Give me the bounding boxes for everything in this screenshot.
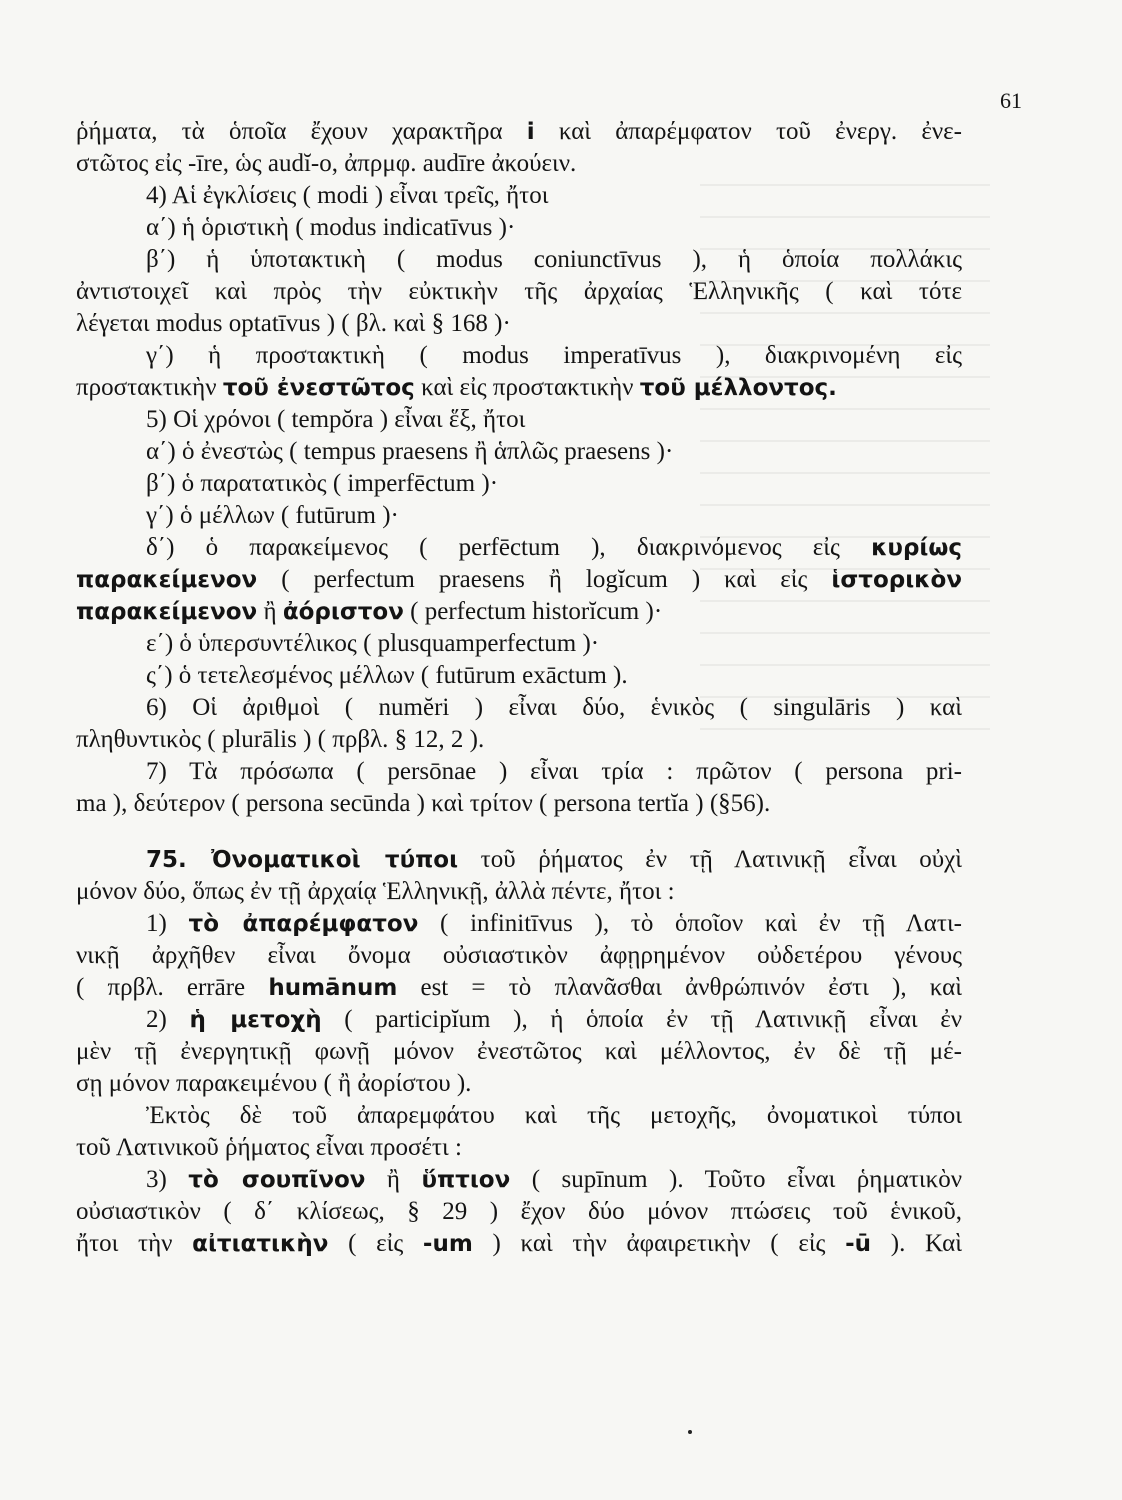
text-line xyxy=(76,500,962,532)
text-run: γ΄) ἡ προστακτικὴ ( modus imperatīvus ), διακρινομένη εἰς xyxy=(146,342,962,369)
text-run: α΄) ὁ ἐνεστὼς ( tempus praesens ἢ ἁπλῶς praesens )· xyxy=(146,438,674,465)
bold-term: ἱστορικὸν xyxy=(831,567,962,593)
text-run: ma ), δεύτερον ( persona secūnda ) καὶ τρίτον ( persona tertĭa ) (§56). xyxy=(76,790,771,817)
text-line xyxy=(76,908,962,940)
bold-term: -um xyxy=(422,1231,473,1257)
text-run: ( πρβλ. errāre xyxy=(76,974,269,1001)
text-run: 3) xyxy=(146,1166,189,1193)
bold-term: humānum xyxy=(268,975,398,1001)
text-line xyxy=(76,148,962,180)
text-line xyxy=(76,276,962,308)
text-line xyxy=(76,180,962,212)
text-line xyxy=(76,1100,962,1132)
bold-term: i xyxy=(526,119,535,145)
text-line xyxy=(76,212,962,244)
text-run: ( supīnum ). Τοῦτο εἶναι ῥηματικὸν xyxy=(510,1166,963,1193)
text-line xyxy=(76,308,962,340)
text-run: 7) Τὰ πρόσωπα ( persōnae ) εἶναι τρία : πρῶτον ( persona pri- xyxy=(146,758,962,785)
bold-term: παρακείμενον xyxy=(76,567,258,593)
text-line xyxy=(76,972,962,1004)
text-run: καὶ εἰς προστακτικὴν xyxy=(414,374,640,401)
text-line xyxy=(76,340,962,372)
bold-term: 75. Ὀνοματικοὶ τύποι xyxy=(146,847,459,873)
text-run: ( perfectum praesens ἢ logĭcum ) καὶ εἰς xyxy=(257,566,832,593)
text-run: οὐσιαστικὸν ( δ΄ κλίσεως, § 29 ) ἔχον δύο μόνον πτώσεις τοῦ ἑνικοῦ, xyxy=(76,1198,962,1225)
text-line xyxy=(76,724,962,756)
text-run: β΄) ἡ ὑποτακτικὴ ( modus coniunctīvus ), ἡ ὁποία πολλάκις xyxy=(146,246,962,273)
text-run: Ἐκτὸς δὲ τοῦ ἀπαρεμφάτου καὶ τῆς μετοχῆς, ὀνοματικοὶ τύποι xyxy=(146,1102,962,1129)
text-line xyxy=(76,660,962,692)
text-line xyxy=(76,756,962,788)
text-run: 4) Αἱ ἐγκλίσεις ( modi ) εἶναι τρεῖς, ἤτοι xyxy=(146,182,549,209)
text-line xyxy=(76,116,962,148)
text-line xyxy=(76,844,962,876)
text-run: ( perfectum historĭcum )· xyxy=(403,598,663,625)
text-line xyxy=(76,468,962,500)
text-run: ἢ xyxy=(365,1166,422,1193)
text-run: πληθυντικὸς ( plurālis ) ( πρβλ. § 12, 2 ). xyxy=(76,726,485,753)
text-line xyxy=(76,628,962,660)
text-run: ἀντιστοιχεῖ καὶ πρὸς τὴν εὐκτικὴν τῆς ἀρχαίας Ἑλληνικῆς ( καὶ τότε xyxy=(76,278,962,305)
text-run: μὲν τῇ ἐνεργητικῇ φωνῇ μόνον ἐνεστῶτος καὶ μέλλοντος, ἐν δὲ τῇ μέ- xyxy=(76,1038,962,1065)
text-line xyxy=(76,532,962,564)
bold-term: τοῦ ἐνεστῶτος xyxy=(222,375,415,401)
text-run: ( infinitīvus ), τὸ ὁποῖον καὶ ἐν τῇ Λατι- xyxy=(418,910,962,937)
bold-term: ὕπτιον xyxy=(421,1167,511,1193)
bold-term: ἡ μετοχὴ xyxy=(189,1007,322,1033)
text-run: ) καὶ τὴν ἀφαιρετικὴν ( εἰς xyxy=(472,1230,846,1257)
text-run: ε΄) ὁ ὑπερσυντέλικος ( plusquamperfectum )· xyxy=(146,630,600,657)
text-run: λέγεται modus optatīvus ) ( βλ. καὶ § 168 )· xyxy=(76,310,511,337)
text-run: δ΄) ὁ παρακείμενος ( perfēctum ), διακρινόμενος εἰς xyxy=(146,534,872,561)
text-line xyxy=(76,244,962,276)
bold-term: τὸ σουπῖνον xyxy=(188,1167,366,1193)
text-run: τοῦ ῥήματος ἐν τῇ Λατινικῇ εἶναι οὐχὶ xyxy=(458,846,962,873)
text-line xyxy=(76,692,962,724)
text-run: 1) xyxy=(146,910,189,937)
bold-term: τὸ ἀπαρέμφατον xyxy=(188,911,419,937)
text-run: στῶτος εἰς -īre, ὡς audĭ-o, ἀπρμφ. audīre ἀκούειν. xyxy=(76,150,577,177)
text-line xyxy=(76,1164,962,1196)
text-run: τοῦ Λατινικοῦ ῥήματος εἶναι προσέτι : xyxy=(76,1134,462,1161)
text-run: 6) Οἱ ἀριθμοὶ ( numĕri ) εἶναι δύο, ἑνικὸς ( singulāris ) καὶ xyxy=(146,694,962,721)
text-run: 5) Οἱ χρόνοι ( tempŏra ) εἶναι ἕξ, ἤτοι xyxy=(146,406,526,433)
bold-term: αἰτιατικὴν xyxy=(192,1231,329,1257)
text-run: ( εἰς xyxy=(328,1230,423,1257)
text-run: ἤτοι τὴν xyxy=(76,1230,193,1257)
bold-term: -ū xyxy=(845,1231,872,1257)
text-run: ( participĭum ), ἡ ὁποία ἐν τῇ Λατινικῇ εἶναι ἐν xyxy=(321,1006,963,1033)
bold-term: κυρίως xyxy=(871,535,962,561)
bold-term: τοῦ μέλλοντος. xyxy=(639,375,837,401)
text-run: β΄) ὁ παρατατικὸς ( imperfēctum )· xyxy=(146,470,499,497)
page-number: 61 xyxy=(1000,88,1022,113)
text-line xyxy=(76,1068,962,1100)
text-run: προστακτικὴν xyxy=(76,374,223,401)
bold-term: παρακείμενον xyxy=(76,599,258,625)
text-run: σῃ μόνον παρακειμένου ( ἢ ἀορίστου ). xyxy=(76,1070,472,1097)
text-run: γ΄) ὁ μέλλων ( futūrum )· xyxy=(146,502,399,529)
text-run: ). Καὶ xyxy=(871,1230,962,1257)
text-run: est = τὸ πλανᾶσθαι ἀνθρώπινόν ἐστι ), καὶ xyxy=(397,974,962,1001)
text-line xyxy=(76,404,962,436)
text-line xyxy=(76,1228,962,1260)
text-run: 2) xyxy=(146,1006,190,1033)
section-gap xyxy=(76,820,962,844)
bold-term: ἀόριστον xyxy=(282,599,404,625)
text-line xyxy=(76,940,962,972)
text-run: ῥήματα, τὰ ὁποῖα ἔχουν χαρακτῆρα xyxy=(76,118,527,145)
text-line xyxy=(76,1004,962,1036)
text-run: ἢ xyxy=(257,598,283,625)
text-line xyxy=(76,1036,962,1068)
ink-dot xyxy=(688,1430,692,1434)
text-line xyxy=(76,1196,962,1228)
text-line xyxy=(76,372,962,404)
text-line xyxy=(76,1132,962,1164)
body-text xyxy=(76,116,962,1260)
text-line xyxy=(76,564,962,596)
text-run: α΄) ἡ ὁριστικὴ ( modus indicatīvus )· xyxy=(146,214,516,241)
text-run: μόνον δύο, ὅπως ἐν τῇ ἀρχαίᾳ Ἑλληνικῇ, ἀλλὰ πέντε, ἤτοι : xyxy=(76,878,675,905)
text-run: ς΄) ὁ τετελεσμένος μέλλων ( futūrum exāctum ). xyxy=(146,662,628,689)
text-line xyxy=(76,876,962,908)
text-run: καὶ ἀπαρέμφατον τοῦ ἐνεργ. ἐνε- xyxy=(534,118,962,145)
text-line xyxy=(76,436,962,468)
text-line xyxy=(76,788,962,820)
text-line xyxy=(76,596,962,628)
text-run: νικῇ ἀρχῆθεν εἶναι ὄνομα οὐσιαστικὸν ἀφῃρημένον οὐδετέρου γένους xyxy=(76,942,962,969)
